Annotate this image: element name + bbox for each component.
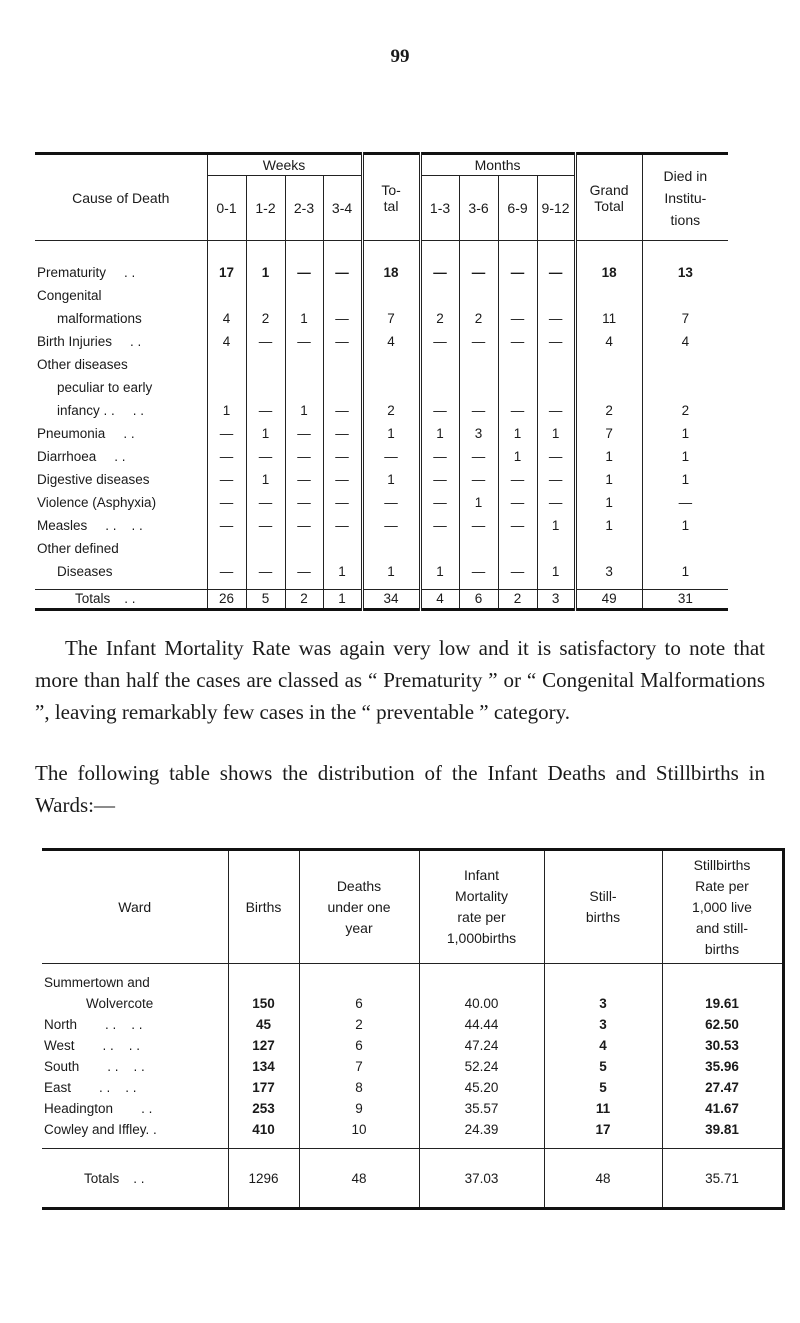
cell-value: 1: [537, 560, 575, 583]
header-deaths-under-one-year: Deaths under one year: [299, 850, 419, 964]
cell-value: 4: [362, 330, 420, 353]
total-value: 5: [246, 590, 285, 610]
cell-value: —: [323, 468, 362, 491]
cell-value: 5: [544, 1077, 662, 1098]
cell-value: 3: [544, 1014, 662, 1035]
cell-value: [575, 376, 642, 399]
cause-label: Diarrhoea: [37, 448, 97, 464]
cell-value: 4: [207, 330, 246, 353]
table-row: [35, 468, 728, 491]
cell-value: —: [323, 422, 362, 445]
cell-value: 1: [323, 560, 362, 583]
leader-dots: . . . .: [107, 1059, 145, 1074]
cell-value: [246, 376, 285, 399]
cell-value: [498, 376, 537, 399]
cell-value: 1: [246, 468, 285, 491]
cell-value: —: [537, 307, 575, 330]
cell-value: 410: [228, 1119, 299, 1140]
cell-value: 1: [642, 445, 728, 468]
header-births: Births: [228, 850, 299, 964]
cell-value: —: [498, 468, 537, 491]
cell-value: —: [285, 330, 323, 353]
cell-value: —: [207, 468, 246, 491]
cell-value: —: [420, 491, 459, 514]
cell-value: 1: [498, 422, 537, 445]
cause-label: Pneumonia: [37, 425, 106, 441]
cell-value: 1: [642, 468, 728, 491]
leader-dots: . .: [124, 264, 136, 280]
cell-value: —: [362, 445, 420, 468]
table-row: [35, 445, 728, 468]
cell-value: —: [323, 307, 362, 330]
leader-dots: . .: [130, 333, 142, 349]
cell-value: [420, 353, 459, 376]
leader-dots: . .: [114, 448, 126, 464]
cell-value: 1: [642, 422, 728, 445]
cell-value: 8: [299, 1077, 419, 1098]
table-row: [35, 376, 728, 399]
header-stillbirths: Still- births: [544, 850, 662, 964]
page-number: 99: [390, 46, 410, 67]
cell-value: —: [323, 514, 362, 537]
cell-value: 1: [537, 514, 575, 537]
cause-label: Other diseases: [37, 356, 128, 372]
cell-value: 4: [544, 1035, 662, 1056]
cell-value: 1: [420, 422, 459, 445]
cell-value: [459, 284, 498, 307]
cell-value: [642, 376, 728, 399]
cell-value: —: [323, 491, 362, 514]
cell-value: 11: [575, 307, 642, 330]
cell-value: 1: [642, 514, 728, 537]
cell-value: 18: [575, 261, 642, 284]
cell-value: [419, 972, 544, 993]
table-row: [35, 261, 728, 284]
cell-value: —: [537, 468, 575, 491]
cell-value: —: [285, 445, 323, 468]
header-infant-mortality-rate: Infant Mortality rate per 1,000births: [419, 850, 544, 964]
cell-value: [420, 284, 459, 307]
cause-label: Measles: [37, 517, 88, 533]
cell-value: —: [498, 330, 537, 353]
cell-value: —: [459, 560, 498, 583]
table-row: [35, 330, 728, 353]
cell-value: —: [420, 330, 459, 353]
cell-value: —: [420, 445, 459, 468]
header-months: Months: [420, 154, 575, 176]
cell-value: [420, 537, 459, 560]
cell-value: 1: [362, 422, 420, 445]
cell-value: [362, 284, 420, 307]
cell-value: 1: [285, 307, 323, 330]
cell-value: [285, 284, 323, 307]
table-row: [35, 284, 728, 307]
cause-label: Diseases: [57, 563, 113, 579]
total-value: 6: [459, 590, 498, 610]
cause-label: malformations: [57, 310, 142, 326]
cell-value: —: [537, 399, 575, 422]
cell-value: 10: [299, 1119, 419, 1140]
cell-value: [575, 353, 642, 376]
cell-value: —: [285, 468, 323, 491]
cell-value: 2: [642, 399, 728, 422]
cell-value: [544, 972, 662, 993]
header-stillbirth-rate: Stillbirths Rate per 1,000 live and still- births: [662, 850, 783, 964]
cell-value: —: [537, 491, 575, 514]
cell-value: —: [498, 514, 537, 537]
total-value: 37.03: [419, 1149, 544, 1209]
cell-value: 47.24: [419, 1035, 544, 1056]
paragraph-ward-distribution: The following table shows the distribution of the Infant Deaths and Stillbirths in Wards:—: [35, 761, 765, 817]
cell-value: —: [285, 560, 323, 583]
cell-value: —: [459, 330, 498, 353]
table-row: [35, 353, 728, 376]
cell-value: 253: [228, 1098, 299, 1119]
cell-value: [323, 353, 362, 376]
cell-value: [285, 537, 323, 560]
total-value: 49: [575, 590, 642, 610]
cell-value: —: [246, 445, 285, 468]
cell-value: 1: [420, 560, 459, 583]
cell-value: —: [207, 514, 246, 537]
cell-value: 150: [228, 993, 299, 1014]
cell-value: [246, 537, 285, 560]
cell-value: —: [362, 514, 420, 537]
cell-value: —: [323, 261, 362, 284]
cell-value: —: [459, 468, 498, 491]
cell-value: 7: [299, 1056, 419, 1077]
cell-value: [285, 353, 323, 376]
total-value: 2: [498, 590, 537, 610]
cell-value: [420, 376, 459, 399]
cell-value: —: [323, 330, 362, 353]
totals-row: [42, 1149, 783, 1209]
cell-value: [246, 284, 285, 307]
header-died-in-institutions: Died in Institu- tions: [642, 154, 728, 241]
cell-value: [642, 537, 728, 560]
cell-value: —: [207, 445, 246, 468]
cell-value: —: [246, 330, 285, 353]
cell-value: 134: [228, 1056, 299, 1077]
total-value: 2: [285, 590, 323, 610]
cell-value: —: [498, 399, 537, 422]
cause-label: Digestive diseases: [37, 471, 150, 487]
table-row: [42, 1119, 783, 1140]
cell-value: 3: [544, 993, 662, 1014]
header-month-1-3: 1-3: [420, 176, 459, 241]
cell-value: —: [459, 514, 498, 537]
table-row: [35, 307, 728, 330]
cell-value: —: [420, 261, 459, 284]
total-value: 35.71: [662, 1149, 783, 1209]
cell-value: 35.96: [662, 1056, 783, 1077]
leader-dots: . .: [124, 591, 136, 606]
table-row: [42, 993, 783, 1014]
ward-label: Cowley and Iffley. .: [44, 1122, 157, 1137]
cell-value: 18: [362, 261, 420, 284]
table-row: [42, 1077, 783, 1098]
cell-value: 3: [575, 560, 642, 583]
total-value: 31: [642, 590, 728, 610]
cell-value: 2: [575, 399, 642, 422]
header-ward: Ward: [118, 898, 152, 915]
cell-value: —: [420, 399, 459, 422]
leader-dots: . .: [141, 1101, 153, 1116]
cell-value: 7: [362, 307, 420, 330]
total-value: 48: [299, 1149, 419, 1209]
cell-value: 9: [299, 1098, 419, 1119]
cell-value: [285, 376, 323, 399]
header-cause: Cause of Death: [35, 154, 207, 241]
total-value: 34: [362, 590, 420, 610]
cell-value: —: [537, 330, 575, 353]
cell-value: 2: [459, 307, 498, 330]
leader-dots: . . . .: [105, 1017, 143, 1032]
cell-value: 62.50: [662, 1014, 783, 1035]
totals-label: Totals: [75, 591, 111, 606]
header-week-3-4: 3-4: [323, 176, 362, 241]
total-value: 1296: [228, 1149, 299, 1209]
table-row: [42, 1098, 783, 1119]
table-row: [42, 1056, 783, 1077]
cell-value: 5: [544, 1056, 662, 1077]
cell-value: 1: [362, 560, 420, 583]
cell-value: 52.24: [419, 1056, 544, 1077]
cell-value: [207, 353, 246, 376]
leader-dots: . .: [133, 1170, 145, 1186]
cell-value: 2: [362, 399, 420, 422]
cell-value: 3: [459, 422, 498, 445]
cell-value: 4: [642, 330, 728, 353]
cell-value: [323, 376, 362, 399]
header-month-6-9: 6-9: [498, 176, 537, 241]
cell-value: —: [498, 261, 537, 284]
ward-label: Summertown and: [44, 975, 150, 990]
cell-value: [537, 284, 575, 307]
cell-value: [228, 972, 299, 993]
cell-value: 27.47: [662, 1077, 783, 1098]
cell-value: 1: [459, 491, 498, 514]
cell-value: —: [246, 491, 285, 514]
cell-value: [642, 353, 728, 376]
ward-label: East: [44, 1080, 72, 1095]
leader-dots: . .: [123, 425, 135, 441]
cause-label: Birth Injuries: [37, 333, 113, 349]
leader-dots: . .: [132, 402, 145, 418]
cell-value: [459, 537, 498, 560]
cell-value: 13: [642, 261, 728, 284]
cell-value: 1: [575, 468, 642, 491]
cell-value: [498, 353, 537, 376]
cell-value: [537, 537, 575, 560]
table-row: [35, 514, 728, 537]
cause-label: Other defined: [37, 540, 119, 556]
header-week-0-1: 0-1: [207, 176, 246, 241]
total-value: 1: [323, 590, 362, 610]
paragraph-infant-mortality: The Infant Mortality Rate was again very low and it is satisfactory to note that more than half the cases are classed as “ Prematurity ” or “ Congenital Malformations ”, leaving remarkably few cases in the “ preventable ” category.: [35, 636, 765, 724]
cell-value: 17: [207, 261, 246, 284]
table-row: [35, 422, 728, 445]
ward-label: Headington: [44, 1101, 114, 1116]
cell-value: [459, 353, 498, 376]
ward-label: North: [44, 1017, 78, 1032]
cell-value: —: [420, 468, 459, 491]
cell-value: —: [459, 445, 498, 468]
cell-value: 6: [299, 1035, 419, 1056]
cell-value: 1: [575, 445, 642, 468]
cell-value: —: [207, 560, 246, 583]
totals-label: Totals: [84, 1170, 120, 1186]
ward-label: Wolvercote: [86, 996, 154, 1011]
cell-value: [537, 376, 575, 399]
header-grand-total: Grand Total: [575, 154, 642, 241]
cell-value: 2: [246, 307, 285, 330]
cell-value: 1: [575, 514, 642, 537]
cell-value: 4: [575, 330, 642, 353]
leader-dots: . . . .: [102, 1038, 141, 1053]
cell-value: —: [246, 514, 285, 537]
table-row: [42, 972, 783, 993]
leader-dots: . . . .: [99, 1080, 137, 1095]
cell-value: [575, 284, 642, 307]
header-week-2-3: 2-3: [285, 176, 323, 241]
cell-value: —: [362, 491, 420, 514]
cell-value: 177: [228, 1077, 299, 1098]
ward-label: South: [44, 1059, 80, 1074]
total-value: 26: [207, 590, 246, 610]
cell-value: [537, 353, 575, 376]
cell-value: [362, 353, 420, 376]
cause-label: Violence (Asphyxia): [37, 494, 157, 510]
cell-value: —: [246, 560, 285, 583]
cell-value: 1: [362, 468, 420, 491]
cell-value: 11: [544, 1098, 662, 1119]
cell-value: —: [285, 514, 323, 537]
cell-value: —: [323, 445, 362, 468]
table-row: [42, 1035, 783, 1056]
cell-value: —: [323, 399, 362, 422]
cell-value: 41.67: [662, 1098, 783, 1119]
cell-value: [299, 972, 419, 993]
table-row: [42, 1014, 783, 1035]
cell-value: —: [498, 560, 537, 583]
cell-value: 17: [544, 1119, 662, 1140]
cell-value: 44.44: [419, 1014, 544, 1035]
cell-value: 4: [207, 307, 246, 330]
cell-value: [498, 537, 537, 560]
cell-value: —: [207, 491, 246, 514]
cell-value: —: [285, 422, 323, 445]
cell-value: [362, 376, 420, 399]
cell-value: 1: [207, 399, 246, 422]
cell-value: [362, 537, 420, 560]
ward-label: West: [44, 1038, 75, 1053]
header-weeks: Weeks: [207, 154, 362, 176]
cell-value: 6: [299, 993, 419, 1014]
cause-label: Congenital: [37, 287, 102, 303]
cell-value: 40.00: [419, 993, 544, 1014]
cell-value: 1: [246, 422, 285, 445]
cell-value: [642, 284, 728, 307]
ward-distribution-table: [42, 848, 752, 1210]
cell-value: [323, 537, 362, 560]
cell-value: 39.81: [662, 1119, 783, 1140]
cell-value: 35.57: [419, 1098, 544, 1119]
cell-value: —: [246, 399, 285, 422]
cell-value: —: [498, 307, 537, 330]
cell-value: —: [459, 399, 498, 422]
header-total: To- tal: [362, 154, 420, 241]
cell-value: [323, 284, 362, 307]
cell-value: —: [642, 491, 728, 514]
cell-value: 7: [575, 422, 642, 445]
cell-value: —: [207, 422, 246, 445]
header-month-9-12: 9-12: [537, 176, 575, 241]
cell-value: [246, 353, 285, 376]
total-value: 3: [537, 590, 575, 610]
table-row: [35, 491, 728, 514]
cell-value: 1: [642, 560, 728, 583]
cell-value: —: [498, 491, 537, 514]
cell-value: 24.39: [419, 1119, 544, 1140]
cell-value: 45.20: [419, 1077, 544, 1098]
total-value: 48: [544, 1149, 662, 1209]
cell-value: 1: [575, 491, 642, 514]
cell-value: [207, 537, 246, 560]
cell-value: —: [537, 445, 575, 468]
cell-value: 1: [537, 422, 575, 445]
cell-value: 7: [642, 307, 728, 330]
table-row: [35, 560, 728, 583]
cell-value: —: [537, 261, 575, 284]
cause-label: Prematurity: [37, 264, 107, 280]
cell-value: 1: [246, 261, 285, 284]
table-row: [35, 537, 728, 560]
cell-value: —: [285, 491, 323, 514]
cell-value: 1: [285, 399, 323, 422]
cell-value: [575, 537, 642, 560]
cell-value: 2: [299, 1014, 419, 1035]
total-value: 4: [420, 590, 459, 610]
cause-label: peculiar to early: [57, 379, 153, 395]
cell-value: [662, 972, 783, 993]
cell-value: 19.61: [662, 993, 783, 1014]
cell-value: 30.53: [662, 1035, 783, 1056]
header-week-1-2: 1-2: [246, 176, 285, 241]
cell-value: —: [420, 514, 459, 537]
cause-of-death-table: [35, 152, 708, 611]
cell-value: [207, 284, 246, 307]
cell-value: 127: [228, 1035, 299, 1056]
leader-dots: . . . .: [105, 517, 143, 533]
totals-row: [35, 590, 728, 610]
cause-label: infancy . .: [57, 402, 115, 418]
cell-value: 45: [228, 1014, 299, 1035]
cell-value: 2: [420, 307, 459, 330]
cell-value: [498, 284, 537, 307]
cell-value: —: [459, 261, 498, 284]
cell-value: 1: [498, 445, 537, 468]
cell-value: [207, 376, 246, 399]
header-month-3-6: 3-6: [459, 176, 498, 241]
cell-value: [459, 376, 498, 399]
table-row: [35, 399, 728, 422]
cell-value: —: [285, 261, 323, 284]
